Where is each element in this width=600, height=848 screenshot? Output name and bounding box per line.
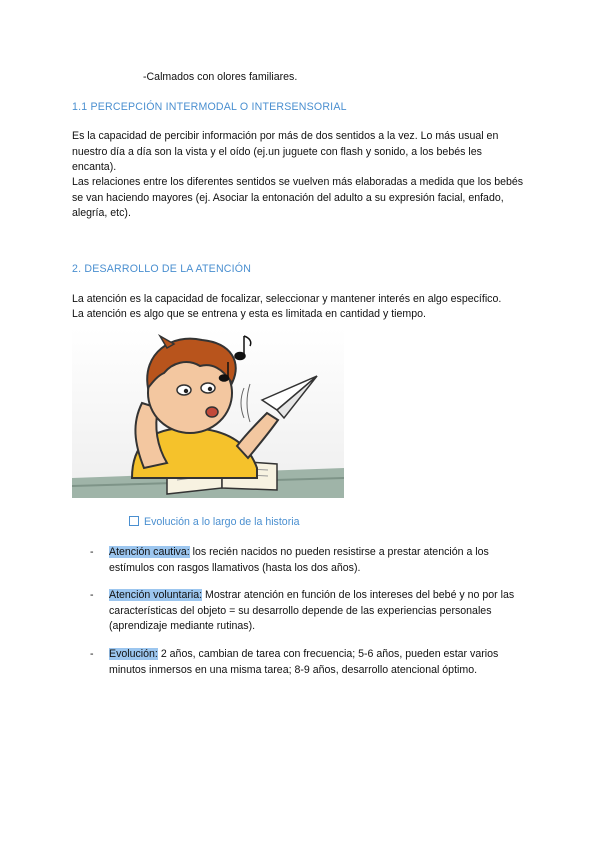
list-bullet: -	[90, 648, 94, 660]
section-heading-attention: 2. DESARROLLO DE LA ATENCIÓN	[72, 263, 252, 275]
paragraph-attention-1: La atención es la capacidad de focalizar, seleccionar y mantener interés en algo específico.	[72, 293, 502, 305]
list-bullet: -	[90, 546, 94, 558]
checkbox-icon	[129, 516, 139, 526]
list-item	[90, 647, 520, 678]
section-heading-perception: 1.1 PERCEPCIÓN INTERMODAL O INTERSENSORIAL	[72, 101, 347, 113]
list-text: 2 años, cambian de tarea con frecuencia; 5-6 años, pueden estar varios minutos inmersos en una misma tarea; 8-9 años, desarrollo atencional óptimo.	[109, 648, 499, 676]
list-text: los recién nacidos no pueden resistirse a prestar atención a los estímulos con rasgos llamativos (hasta los dos años).	[109, 546, 489, 574]
evolution-subheading-label: Evolución a lo largo de la historia	[144, 516, 300, 528]
list-term: Atención voluntaria:	[109, 589, 203, 601]
evolution-subheading	[129, 515, 299, 531]
intro-line: -Calmados con olores familiares.	[143, 71, 298, 83]
paragraph-perception-1: Es la capacidad de percibir información por más de dos sentidos a la vez. Lo más usual en nuestro día a día son la vista y el oído (ej.un juguete con flash y sonido, a los bebés les encanta).	[72, 130, 499, 173]
list-item	[90, 588, 520, 635]
illustration-svg	[72, 328, 344, 498]
paragraph-attention-2: La atención es algo que se entrena y esta es limitada en cantidad y tiempo.	[72, 308, 426, 320]
list-bullet: -	[90, 589, 94, 601]
list-term: Atención cautiva:	[109, 546, 190, 558]
list-item	[90, 545, 520, 576]
paragraph-perception-2: Las relaciones entre los diferentes sentidos se vuelven más elaboradas a medida que los bebés se van haciendo mayores (ej. Asociar la entonación del adulto a su expresión facial, enfado, alegría, etc).	[72, 176, 524, 219]
list-term: Evolución:	[109, 648, 158, 660]
child-blowing-paper-plane-illustration	[72, 328, 344, 498]
list-text: Mostrar atención en función de los intereses del bebé y no por las características del objeto = su desarrollo depende de las experiencias personales (aprendizaje mediante rutinas).	[109, 589, 515, 632]
